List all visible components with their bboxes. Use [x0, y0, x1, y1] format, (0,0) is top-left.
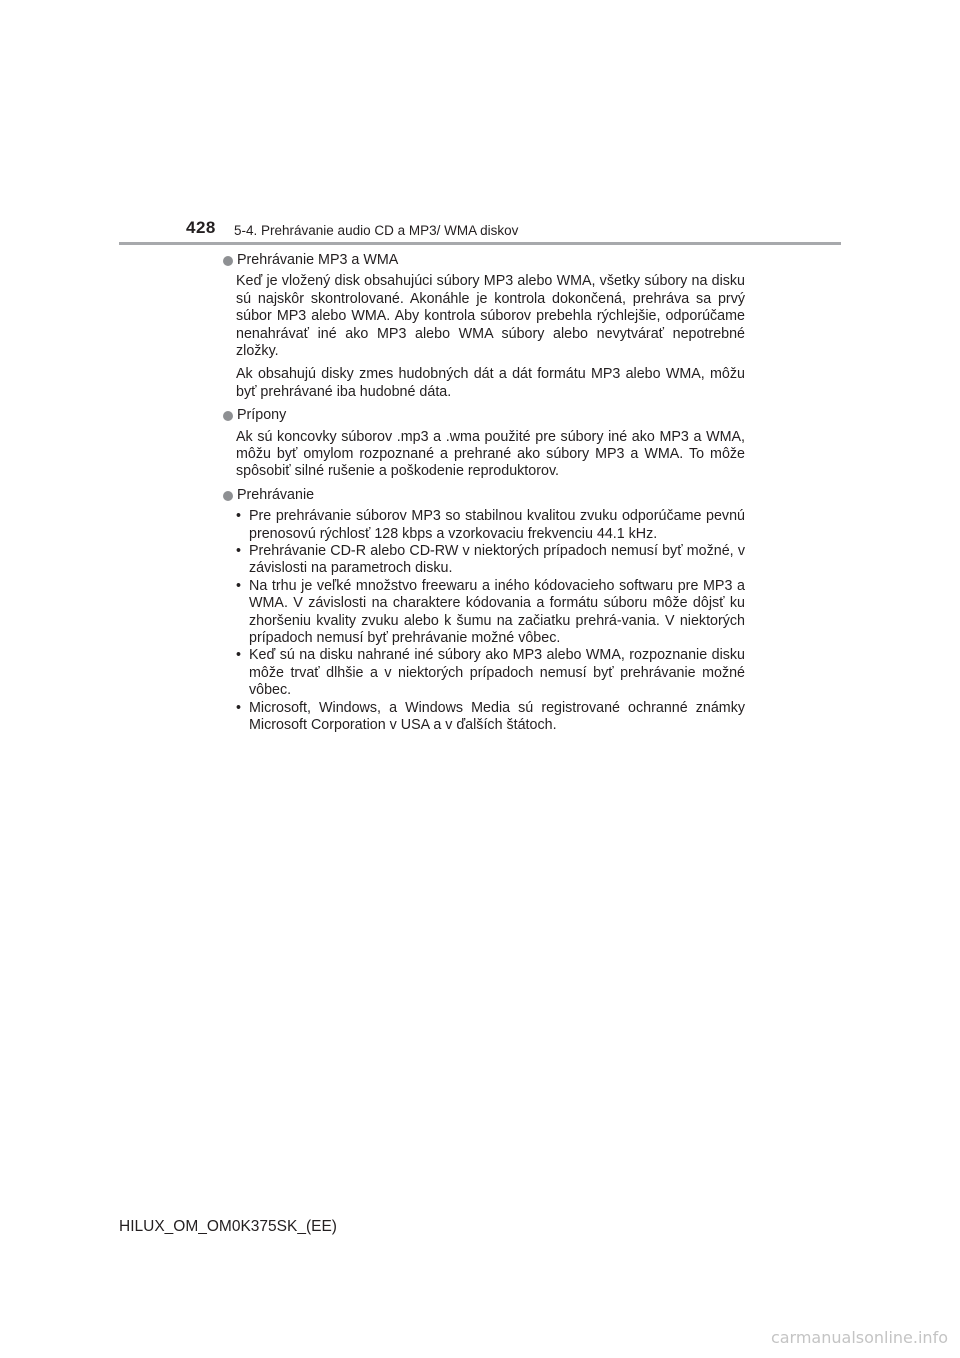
list-item: [236, 543, 745, 578]
list-item: [236, 508, 745, 543]
topic-playback: [223, 487, 745, 735]
topic-heading: [223, 407, 745, 424]
round-bullet-icon: [223, 491, 233, 501]
topic-mp3-wma-playback: [223, 252, 745, 401]
topic-title: Prehrávanie MP3 a WMA: [237, 252, 399, 268]
topic-title: Prehrávanie: [237, 486, 315, 503]
list-item: [236, 700, 745, 735]
list-bullet: •: [236, 647, 242, 664]
list-bullet: •: [236, 699, 242, 716]
list-item-text: Pre prehrávanie súborov MP3 so stabilnou kvalitou zvuku odporúčame pevnú prenosovú rýchlosť 128 kbps a vzorkovaciu frekvenciu 44.1 kHz.: [249, 508, 745, 542]
playback-notes-list: [236, 508, 745, 734]
topic-heading: [223, 252, 745, 269]
footer-doc-code: HILUX_OM_OM0K375SK_(EE): [119, 1218, 337, 1235]
list-item-text: Na trhu je veľké množstvo freewaru a iného kódovacieho softwaru pre MP3 a WMA. V závislosti na charaktere kódovania a formátu súboru môže dôjsť ku zhoršeniu kvality zvuku alebo k šumu na začiatku prehrá-vania. V niektorých prípadoch nemusí byť prehrávanie možné vôbec.: [249, 577, 745, 647]
list-item: [236, 578, 745, 648]
section-title: 5-4. Prehrávanie audio CD a MP3/ WMA diskov: [234, 223, 519, 238]
topic-heading: [223, 487, 745, 504]
paragraph: Ak obsahujú disky zmes hudobných dát a dát formátu MP3 alebo WMA, môžu byť prehrávané iba hudobné dáta.: [236, 366, 745, 400]
header-divider: [119, 242, 841, 245]
page-number: 428: [186, 218, 216, 237]
topic-extensions: [223, 407, 745, 481]
list-bullet: •: [236, 577, 242, 594]
list-item-text: Keď sú na disku nahrané iné súbory ako MP3 alebo WMA, rozpoznanie disku môže trvať dlhšie a v niektorých prípadoch nemusí byť prehrávanie možné vôbec.: [249, 647, 745, 699]
paragraph: Ak sú koncovky súborov .mp3 a .wma použité pre súbory iné ako MP3 a WMA, môžu byť omylom rozpoznané a prehrané ako súbory MP3 a WMA. To môže spôsobiť silné rušenie a poškodenie reproduktorov.: [236, 428, 745, 480]
paragraph: Keď je vložený disk obsahujúci súbory MP3 alebo WMA, všetky súbory na disku sú najskôr skontrolované. Akonáhle je kontrola dokončená, prehráva sa prvý súbor MP3 alebo WMA. Aby kontrola súborov prebehla rýchlejšie, odporúčame nenahrávať iné ako MP3 alebo WMA súbory alebo nevytvárať nepotrebné zložky.: [236, 273, 745, 360]
watermark[interactable]: carmanualsonline.info: [770, 1328, 948, 1347]
list-item: [236, 647, 745, 699]
page-content: [223, 252, 745, 735]
list-item-text: Prehrávanie CD-R alebo CD-RW v niektorých prípadoch nemusí byť možné, v závislosti na parametroch disku.: [249, 543, 745, 577]
list-bullet: •: [236, 543, 242, 560]
topic-title: Prípony: [237, 407, 287, 424]
list-bullet: •: [236, 508, 242, 525]
round-bullet-icon: [223, 411, 233, 421]
round-bullet-icon: [223, 256, 233, 266]
list-item-text: Microsoft, Windows, a Windows Media sú registrované ochranné známky Microsoft Corporation v USA a v ďalších štátoch.: [249, 699, 745, 734]
